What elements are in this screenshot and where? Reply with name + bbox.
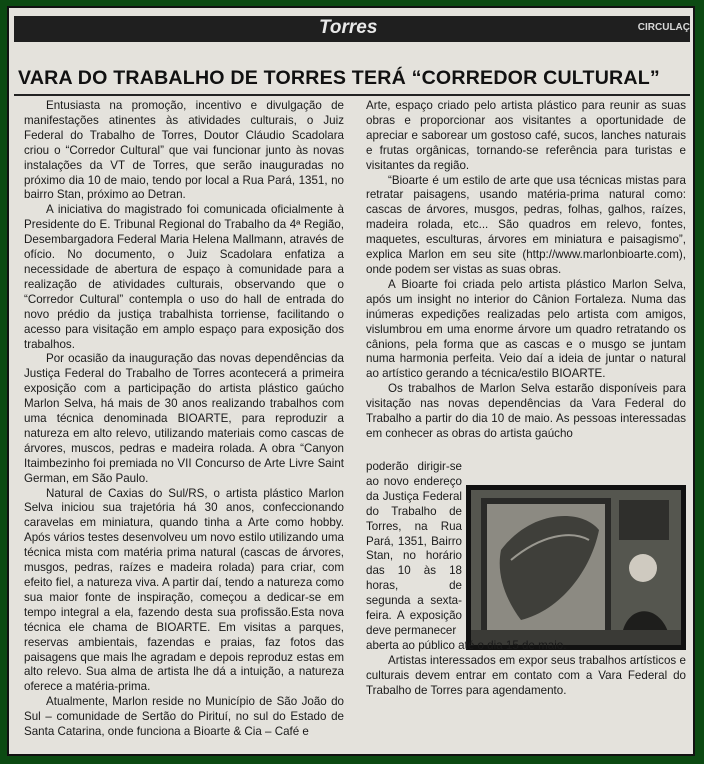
paragraph: Os trabalhos de Marlon Selva estarão disponíveis para visitação nas novas dependências da Vara Federal do Trabalho a partir do dia 10 de maio. As pessoas interessadas em conhecer as obras do artista gaúcho xyxy=(366,382,686,440)
paragraph: Artistas interessados em expor seus trabalhos artísticos e culturais devem entrar em contato com a Vara Federal do Trabalho de Torres para agendamento. xyxy=(366,653,686,697)
circulation-label: CIRCULAÇ xyxy=(637,22,690,33)
article-column-2 xyxy=(366,99,686,442)
paragraph: Por ocasião da inauguração das novas dependências da Justiça Federal do Trabalho de Torres acontecerá a primeira exposição com a participação do artista plástico gaúcho Marlon Selva, há mais de 30 anos realizando trabalhos com uma técnica denominada BIOARTE, para reproduzir a natureza em alto relevo, utilizando materiais como cascas de árvores, muscos, pedras e madeira rolada. A obra “Canyon Itaimbezinho foi premiada no VII Concurso de Arte Livre Saint German, em São Paulo. xyxy=(24,352,344,485)
article-column-1 xyxy=(24,99,344,740)
paragraph: aberta ao público até o dia 15 de maio. xyxy=(366,639,567,652)
paragraph: Arte, espaço criado pelo artista plástico para reunir as suas obras e proporcionar aos visitantes a oportunidade de apreciar e saborear um gostoso café, sucos, lanches naturais e frutas orgânicas, tornando-se referência para turistas e visitantes da região. xyxy=(366,99,686,172)
paragraph: A iniciativa do magistrado foi comunicada oficialmente à Presidente do E. Tribunal Regional do Trabalho da 4ª Região, Desembargadora Federal Maria Helena Mallmann, através de ofício. No documento, o Juiz Scadolara enfatiza a necessidade de abertura de espaço à comunidade para a realização de atividades culturais, observando que o “Corredor Cultural” contempla o uso do hall de entrada do novo prédio da justiça trabalhista torriense, facilitando o acesso para visitação em amplo espaço para exposição dos trabalhos. xyxy=(24,203,344,351)
paragraph: Natural de Caxias do Sul/RS, o artista plástico Marlon Selva iniciou sua trajetória há 30 anos, confeccionando caravelas em miniatura, quando tinha a Arte como hobby. Após vários testes desenvolveu um novo estilo utilizando uma técnica mista com matéria prima natural (cascas de árvores, musgos, pedras, raízes e madeira rolada) para criar, com efeito fiel, a natureza viva. A partir daí, tendo a natureza como sua maior fonte de inspiração, começou a dedicar-se em tempo integral a ela, fazendo desta sua profissão.Esta nova técnica ele chama de BIOARTE. Em visitas a parques, reservas ambientais, fazendas e praias, faz fotos das paisagens que mais lhe agradam e depois reproduz estas em alto relevo. Sua alma de artista lhe dá a intuição, a natureza oferece a matéria-prima. xyxy=(24,486,344,694)
paragraph: Atualmente, Marlon reside no Município de São João do Sul – comunidade de Sertão do Pirituí, no sul do Estado de Santa Catarina, onde funciona a Bioarte & Cia – Café e xyxy=(24,695,344,739)
artwork-photo-illustration xyxy=(471,490,681,645)
artist-photo xyxy=(471,490,681,645)
paragraph: A Bioarte foi criada pelo artista plástico Marlon Selva, após um insight no interior do Cânion Fortaleza. Numa das inúmeras expedições realizadas pelo artista com amigos, vislumbrou em uma enorme árvore um quadro retratando os cânions, pela forma que as cascas e o musgo se juntam numa harmonia perfeita. Veio daí a ideia de juntar o natural ao artístico gerando a técnica/estilo BIOARTE. xyxy=(366,277,686,381)
headline-divider xyxy=(14,94,690,96)
paragraph: Entusiasta na promoção, incentivo e divulgação de manifestações atinentes às atividades culturais, o Juiz Federal do Trabalho de Torres, Doutor Cláudio Scadolara criou o “Corredor Cultural” que vai funcionar junto às novas instalações da VT de Torres, que serão inauguradas no próximo dia 10 de maio, tendo por local a Rua Pará, 1351, no bairro Stan, próximo ao Detran. xyxy=(24,99,344,202)
paragraph: “Bioarte é um estilo de arte que usa técnicas mistas para retratar paisagens, usando matéria-prima natural como: cascas de árvores, musgos, pedras, folhas, galhos, raízes, madeira rolada, etc... São quadros em relevo, fontes, maquetes, esculturas, árvores em miniatura e paisagismo”, explica Marlon em seu site (http://www.marlonbioarte.com), onde podem ser vistas as suas obras. xyxy=(366,173,686,276)
article-column-2-end xyxy=(366,639,686,699)
article-headline: VARA DO TRABALHO DE TORRES TERÁ “CORREDOR CULTURAL” xyxy=(18,67,660,89)
section-title: Torres xyxy=(319,17,378,38)
artist-photo-frame xyxy=(466,485,686,650)
article-narrow-text xyxy=(366,460,462,639)
section-header-bar xyxy=(14,16,690,42)
paragraph: poderão dirigir-se ao novo endereço da Justiça Federal do Trabalho de Torres, na Rua Pará, 1351, Bairro Stan, no horário das 10 às 18 horas, de segunda a sexta-feira. A exposição deve permanecer xyxy=(366,460,462,637)
